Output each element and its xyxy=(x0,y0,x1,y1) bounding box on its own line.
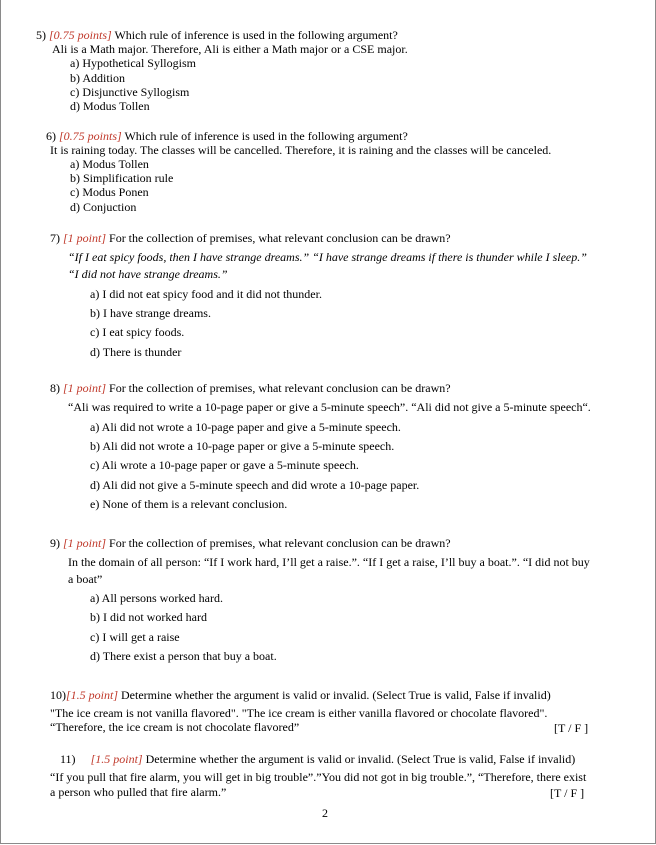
q11-line1: “If you pull that fire alarm, you will get in big trouble”.”You did not got in big trouble.”, “Therefore, there exist xyxy=(50,770,587,784)
q7-option-c[interactable]: c) I eat spicy foods. xyxy=(90,325,185,339)
q5-header xyxy=(36,28,398,42)
q11-header xyxy=(60,752,575,766)
q11-number: 11) xyxy=(60,752,76,766)
q11-points: [1.5 point] xyxy=(90,752,143,766)
q6-points: [0.75 points] xyxy=(59,129,122,143)
q7-option-a[interactable]: a) I did not eat spicy food and it did not thunder. xyxy=(90,287,322,301)
q7-header xyxy=(50,231,451,245)
q5-argument: Ali is a Math major. Therefore, Ali is either a Math major or a CSE major. xyxy=(52,42,408,56)
q10-true-false[interactable]: [T / F ] xyxy=(554,721,589,735)
q11-question: Determine whether the argument is valid or invalid. (Select True is valid, False if invalid) xyxy=(145,752,576,766)
q8-option-e[interactable]: e) None of them is a relevant conclusion. xyxy=(90,497,288,511)
q5-points: [0.75 points] xyxy=(49,28,112,42)
q8-premise: “Ali was required to write a 10-page paper or give a 5-minute speech”. “Ali did not give a 5-minute speech“. xyxy=(68,400,591,414)
q8-option-b[interactable]: b) Ali did not wrote a 10-page paper or give a 5-minute speech. xyxy=(90,439,395,453)
q5-option-b[interactable]: b) Addition xyxy=(70,71,126,85)
q9-premise-line2: a boat” xyxy=(68,572,103,586)
q5-number: 5) xyxy=(36,28,46,42)
q7-premise-line2: “I did not have strange dreams.” xyxy=(68,267,228,281)
q6-option-d[interactable]: d) Conjuction xyxy=(70,200,137,214)
q6-question: Which rule of inference is used in the following argument? xyxy=(124,129,408,143)
q5-option-c[interactable]: c) Disjunctive Syllogism xyxy=(70,85,190,99)
q6-option-b[interactable]: b) Simplification rule xyxy=(70,171,174,185)
page-number: 2 xyxy=(322,806,328,820)
q9-points: [1 point] xyxy=(63,536,107,550)
q9-option-b[interactable]: b) I did not worked hard xyxy=(90,610,207,624)
q7-option-d[interactable]: d) There is thunder xyxy=(90,345,182,359)
q6-number: 6) xyxy=(46,129,56,143)
q8-header xyxy=(50,381,451,395)
q9-option-c[interactable]: c) I will get a raise xyxy=(90,630,180,644)
q8-option-d[interactable]: d) Ali did not give a 5-minute speech and did wrote a 10-page paper. xyxy=(90,478,420,492)
q6-argument: It is raining today. The classes will be cancelled. Therefore, it is raining and the classes will be canceled. xyxy=(50,143,552,157)
q5-option-d[interactable]: d) Modus Tollen xyxy=(70,99,150,113)
q7-option-b[interactable]: b) I have strange dreams. xyxy=(90,306,211,320)
q10-question: Determine whether the argument is valid or invalid. (Select True is valid, False if invalid) xyxy=(121,688,551,702)
q5-question: Which rule of inference is used in the following argument? xyxy=(114,28,398,42)
q9-header xyxy=(50,536,451,550)
q7-number: 7) xyxy=(50,231,60,245)
q6-option-c[interactable]: c) Modus Ponen xyxy=(70,185,149,199)
q9-option-a[interactable]: a) All persons worked hard. xyxy=(90,591,223,605)
q10-line1: "The ice cream is not vanilla flavored". "The ice cream is either vanilla flavored or chocolate flavored". xyxy=(50,706,548,720)
q7-premise-line1: “If I eat spicy foods, then I have strange dreams.” “I have strange dreams if there is thunder while I sleep.” xyxy=(68,250,587,264)
q7-points: [1 point] xyxy=(63,231,107,245)
q9-premise-line1: In the domain of all person: “If I work hard, I’ll get a raise.”. “If I get a raise, I’ll buy a boat.”. “I did not buy xyxy=(68,555,590,569)
q8-option-c[interactable]: c) Ali wrote a 10-page paper or gave a 5-minute speech. xyxy=(90,458,359,472)
q11-true-false[interactable]: [T / F ] xyxy=(550,786,585,800)
q8-number: 8) xyxy=(50,381,60,395)
q10-points: [1.5 point] xyxy=(66,688,119,702)
q7-question: For the collection of premises, what relevant conclusion can be drawn? xyxy=(109,231,451,245)
q6-header xyxy=(46,129,408,143)
q8-question: For the collection of premises, what relevant conclusion can be drawn? xyxy=(109,381,451,395)
q10-line2: “Therefore, the ice cream is not chocolate flavored” xyxy=(50,720,300,734)
q10-header xyxy=(50,688,551,702)
q9-option-d[interactable]: d) There exist a person that buy a boat. xyxy=(90,649,277,663)
q9-question: For the collection of premises, what relevant conclusion can be drawn? xyxy=(109,536,451,550)
q8-points: [1 point] xyxy=(63,381,107,395)
q10-number: 10) xyxy=(50,688,66,702)
q5-option-a[interactable]: a) Hypothetical Syllogism xyxy=(70,56,196,70)
q11-line2: a person who pulled that fire alarm.” xyxy=(50,785,227,799)
q9-number: 9) xyxy=(50,536,60,550)
q6-option-a[interactable]: a) Modus Tollen xyxy=(70,157,149,171)
q8-option-a[interactable]: a) Ali did not wrote a 10-page paper and give a 5-minute speech. xyxy=(90,420,401,434)
